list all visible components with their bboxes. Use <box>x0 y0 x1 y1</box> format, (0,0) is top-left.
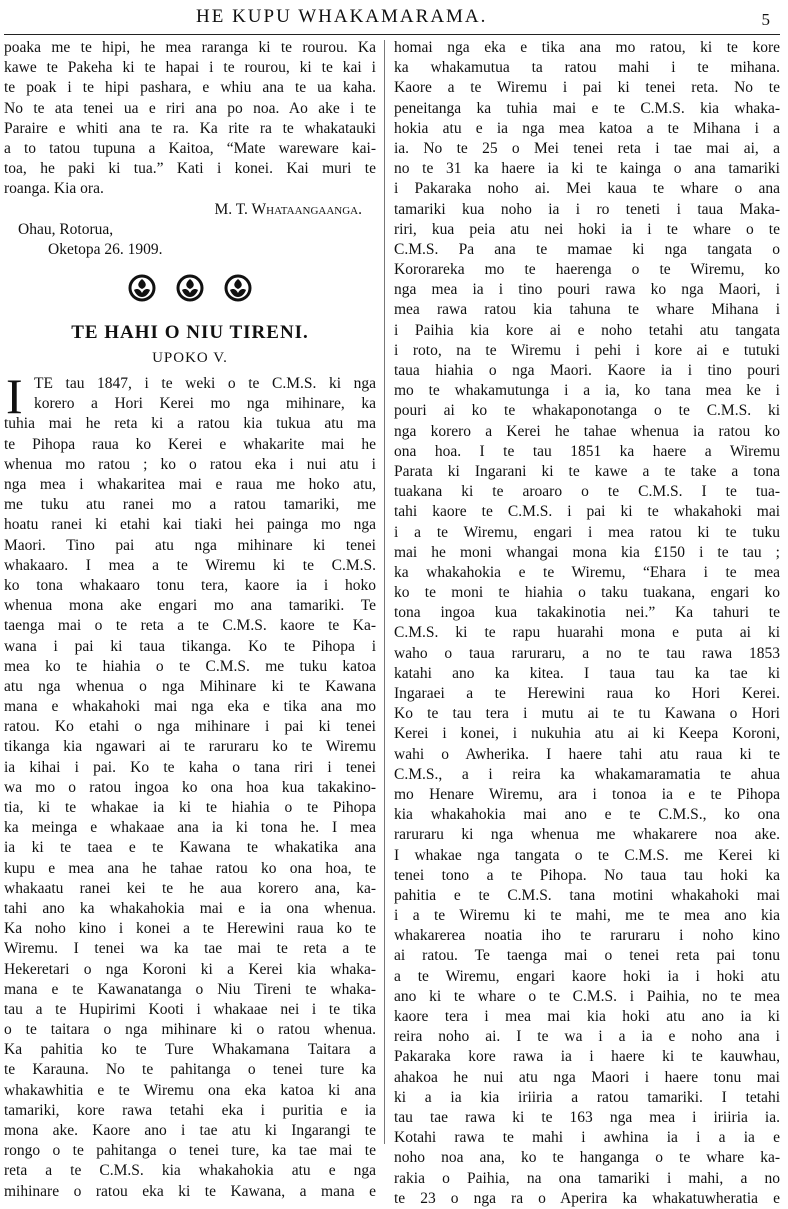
text-line: raruraru ki nga whenua me whakarere noa ake. <box>394 826 780 844</box>
letter-end-text <box>4 38 376 200</box>
text-line: a te Wiremu, engari kaore hoki ia i hoki atu <box>394 967 780 985</box>
article-title: TE HAHI O NIU TIRENI. <box>71 322 309 344</box>
left-column-body <box>4 414 376 1201</box>
text-line: No te ata tenei ua e riri ana po noa. Ao ake i te <box>4 99 376 117</box>
text-line: homai nga eka e tika ana mo ratou, ki te kore <box>394 39 780 56</box>
text-line: mihinare o ratou eka ki te Kawana, a mana e <box>4 1182 376 1200</box>
page-header <box>0 4 788 32</box>
letter-place: Ohau, Rotorua, <box>18 220 114 238</box>
page-number: 5 <box>761 10 770 29</box>
text-line: Kerei i konei, i nukuhia atu ai ki Keepa Koroni, <box>394 725 780 743</box>
text-line: i a te Wiremu, engari i mea ratou ki te tuku <box>394 523 780 541</box>
text-line: Kotahi rawa te mahi i awhina ia i a ia e <box>394 1129 780 1147</box>
text-line: ia ki te taea e te Kawana te whakatika ana <box>4 839 376 857</box>
text-line: Hekeretari o nga Koroni ki a Kerei kia whaka- <box>4 960 376 978</box>
text-line: whakaaro. I mea a te Wiremu ki te C.M.S. <box>4 556 376 574</box>
text-line: Ko te tau tera i mutu ai te tu Kawana o Hori <box>394 705 780 723</box>
text-line: Wiremu. I tenei wa ka tae mai te reta a te <box>4 940 376 958</box>
text-line: noho noa ana, ko te hanganga o te whare ka- <box>394 1149 780 1167</box>
flower-ornament-icon <box>128 274 156 302</box>
text-line: Paraire e whiti ana te ra. Ka rite ra te whakatauki <box>4 119 376 137</box>
letter-signature: M. T. Whataangaanga. <box>214 200 362 218</box>
text-line: hoatu ranei ki etahi kai tiaki hei painga mo nga <box>4 516 376 534</box>
text-line: Pakaraka kore rawa ia i haere ki te kauwhau, <box>394 1048 780 1066</box>
text-line: Kororareka mo te haerenga o te Wiremu, ko <box>394 261 780 279</box>
text-line: toa, he paki ki tua.” Kati i konei. Kai muri te <box>4 160 376 178</box>
text-line: reira noho ai. I te wa i a ia e noho ana i <box>394 1028 780 1046</box>
text-line: reta a te C.M.S. kia whakahokia atu e nga <box>4 1162 376 1180</box>
text-line: rakia o Paihia, na ona tamariki i mahi, a no <box>394 1169 780 1187</box>
text-line: ai ratou. Te taenga mai o tenei reta pai tonu <box>394 947 780 965</box>
text-line: Ka pahitia ko te Ture Whakamana Taitara a <box>4 1041 376 1059</box>
text-line: taenga mai o te reta a te C.M.S. kaore te Ka- <box>4 617 376 635</box>
text-line: mo Henare Wiremu, ara i tonoa ia e te Pihopa <box>394 785 780 803</box>
text-line: te Karauna. No te pahitanga o tenei ture ka <box>4 1061 376 1079</box>
text-line: wahi o Awherika. I haere tahi atu raua ki te <box>394 745 780 763</box>
text-line: mea rawa ratou kia tahuna te whare Mihana i <box>394 301 780 319</box>
text-line: i roto, na te Wiremu i pehi i kore ai e tutuki <box>394 341 780 359</box>
text-line: waho o taua raruraru, a no te tau rawa 1853 <box>394 644 780 662</box>
text-line: wa mo o ratou ingoa ko ona hoa kua takakino- <box>4 778 376 796</box>
text-line: katahi ano ka kitea. I taua tau ka tae ki <box>394 664 780 682</box>
text-line: me tuku atu ranei mo a ratou tamariki, me <box>4 496 376 514</box>
chapter-heading: UPOKO V. <box>152 350 228 367</box>
text-line: tona ingoa kua takakinotia nei.” Ka tahuri te <box>394 604 780 622</box>
text-line: ka whakahokia e te Wiremu, “Ehara i te mea <box>394 563 780 581</box>
text-line: C.M.S. ki te rapu huarahi mona e puta ai ki <box>394 624 780 642</box>
text-line: mana e te Kawanatanga o Niu Tireni te whaka- <box>4 980 376 998</box>
text-line: ki a ia kia iriiria a ratou tamariki. I tetahi <box>394 1088 780 1106</box>
text-line: ia kihai i pai. Ko te kaha o tana riri i tenei <box>4 758 376 776</box>
text-line: tahi ano ka whakahokia mai e ia ona whenua. <box>4 899 376 917</box>
text-line: mona ake. Kaore ano i tae atu ki Ingarangi te <box>4 1122 376 1139</box>
letter-date: Oketopa 26. 1909. <box>48 240 163 258</box>
text-line: rongo o te pahitanga o tenei ture, ka tae mai te <box>4 1142 376 1160</box>
text-line: taua hiahia o nga Maori. Kaore ia i tino pouri <box>394 362 780 379</box>
text-line: whakarerea noatia iho te raruraru i noho kino <box>394 927 780 945</box>
text-line: te 23 o nga ra o Aperira ka whakatuwheratia e <box>394 1189 780 1207</box>
text-line: ka whakamutua ta ratou mahi i te mihana. <box>394 59 780 77</box>
text-line: no te 31 ka haere ia ki te kainga o ana tamariki <box>394 160 780 178</box>
text-line: TE tau 1847, i te weki o te C.M.S. ki nga <box>34 375 376 393</box>
text-line: Maori. Tino pai atu nga mihinare ki tenei <box>4 536 376 554</box>
running-title: HE KUPU WHAKAMARAMA. <box>196 6 488 27</box>
text-line: korero a Hori Kerei mo nga mihinare, ka <box>34 395 376 413</box>
text-line: roanga. Kia ora. <box>4 180 104 198</box>
text-line: a to tatou tupuna a Kaitoa, “Mate wareware kai- <box>4 139 376 157</box>
text-line: whenua mona ake engari mo ana tamariki. Te <box>4 597 376 615</box>
text-line: i a te Wiremu ki te mahi, me te mea ano kia <box>394 907 780 925</box>
text-line: tikanga kia ngawari ai te raruraru ko te Wiremu <box>4 738 376 756</box>
text-line: poaka me te hipi, he mea raranga ki te rourou. Ka <box>4 39 376 56</box>
text-line: peneitanga ka tuhia mai e te C.M.S. kia whaka- <box>394 99 780 117</box>
text-line: nga mea i whakaritea mai e raua me hoko atu, <box>4 476 376 493</box>
text-line: kupu e mea ana he tahae ratou ko ona hoa, te <box>4 859 376 877</box>
text-line: ratou. Ko etahi o nga mihinare i pai ki tenei <box>4 718 376 736</box>
text-line: ko tona whakaaro tonu tera, kaore ia i hoko <box>4 576 376 594</box>
text-line: mo te whakamutunga i a ia, ko tana mea ke i <box>394 382 780 400</box>
text-line: whakawhitia e te Wiremu ona eka katoa ki ana <box>4 1081 376 1099</box>
text-line: riri, kua peia atu nei hoki ia i te whare o te <box>394 220 780 238</box>
text-line: i Pakaraka noho ai. Mei kaua te whare o ana <box>394 180 780 198</box>
text-line: whakaatu ranei kei te he aua korero ana, ka- <box>4 879 376 897</box>
text-line: ko te moni te hiahia o taku tuakana, engari ko <box>394 584 780 602</box>
text-line: pahitia e te C.M.S. tana motini whakahoki mai <box>394 886 780 904</box>
text-line: ka meinga e whakaae ana ia ki tona he. I mea <box>4 819 376 837</box>
right-column-body <box>394 38 780 1209</box>
text-line: kawe te Pakeha ki te hapai i te rourou, ki te kai i <box>4 59 376 77</box>
text-line: te Pihopa raua ko Kerei e whakarite mai he <box>4 435 376 453</box>
text-line: tuakana ki te aroaro o te C.M.S. I te tua- <box>394 483 780 501</box>
text-line: tau tae rawa ki te 163 nga mea i iriiria ia. <box>394 1108 780 1126</box>
text-line: ano ki te whare o te C.M.S. i Paihia, no te mea <box>394 987 780 1005</box>
text-line: ia. No te 25 o Mei tenei reta i tae mai ai, a <box>394 139 780 157</box>
text-line: Parata ki Ingarani ki te kawe a te take a tona <box>394 462 780 480</box>
text-line: tenei tono a te Pihopa. No taua tau hoki ka <box>394 866 780 884</box>
ornament-row <box>4 266 376 310</box>
text-line: I whakae nga tangata o te C.M.S. me Kerei ki <box>394 846 780 864</box>
text-line: atu nga whenua o nga Mihinare ki te Kawana <box>4 677 376 695</box>
text-line: whenua mo ratou ; ko o ratou eka i nui atu i <box>4 455 376 473</box>
header-rule <box>4 34 780 35</box>
text-line: Ingaraei a te Herewini raua ko Hori Kerei. <box>394 685 780 702</box>
text-line: mea ko te hiahia o te C.M.S. me tuku katoa <box>4 657 376 675</box>
text-line: tamariki kua noho ia i ro teneti i taua Maka- <box>394 200 780 218</box>
flower-ornament-icon <box>224 274 252 302</box>
text-line: tahi kaore te C.M.S. i pai ki te whakahoki mai <box>394 503 780 521</box>
text-line: o te taitara o nga mihinare ki o ratou whenua. <box>4 1021 376 1039</box>
text-line: mai he moni whangai mona kia £150 i te tau ; <box>394 543 780 561</box>
text-line: C.M.S. Pa ana te mamae ki nga tangata o <box>394 240 780 258</box>
text-line: Kaore a te Wiremu i pai ki tenei reta. No te <box>394 79 780 97</box>
text-line: nga korero a Kerei he tahae whenua ia ratou ko <box>394 422 780 440</box>
text-line: te poak i te hipi pashara, e whiu ana te ua kaha. <box>4 79 376 97</box>
flower-ornament-icon <box>176 274 204 302</box>
right-column <box>394 38 780 1209</box>
left-column <box>4 38 376 1202</box>
text-line: mana e whakahoki mai nga eka e tika ana mo <box>4 698 376 716</box>
text-line: hokia atu e ia nga mea katoa a te Mihana i a <box>394 119 780 137</box>
text-line: ahakoa he nui atu nga Maori i haere tonu mai <box>394 1068 780 1086</box>
text-line: ona hoa. I te tau 1851 ka haere a Wiremu <box>394 442 780 460</box>
text-line: C.M.S., a i reira ka whakamaramatia te ahua <box>394 765 780 783</box>
text-line: i Paihia kia kore ai e noho tetahi atu tangata <box>394 321 780 339</box>
text-line: tamariki, kore rawa tetahi eka i puritia e ia <box>4 1101 376 1119</box>
text-line: kia whakahokia mai ano e te C.M.S., ko ona <box>394 806 780 824</box>
text-line: kaore tera i mea mai kia hoki atu ano ia ki <box>394 1008 780 1025</box>
text-line: Ka noho kino i konei a te Herewini raua ko te <box>4 920 376 938</box>
text-line: wana i pai ki taua tikanga. Ko te Pihopa i <box>4 637 376 655</box>
column-divider <box>384 40 385 1144</box>
text-line: tau a te Hupirimi Kooti i whakaae nei i te tika <box>4 1000 376 1018</box>
drop-cap: I <box>6 368 23 425</box>
text-line: tuhia mai he reta ki a ratou kia tukua atu ma <box>4 415 376 433</box>
text-line: pouri ai ko te whakaponotanga o te C.M.S. ki <box>394 402 780 420</box>
text-line: tia, ki te whakae ia ki te hiahia o te Pihopa <box>4 799 376 816</box>
text-line: nga mea ia i tino pouri rawa ko nga Maori, i <box>394 281 780 299</box>
